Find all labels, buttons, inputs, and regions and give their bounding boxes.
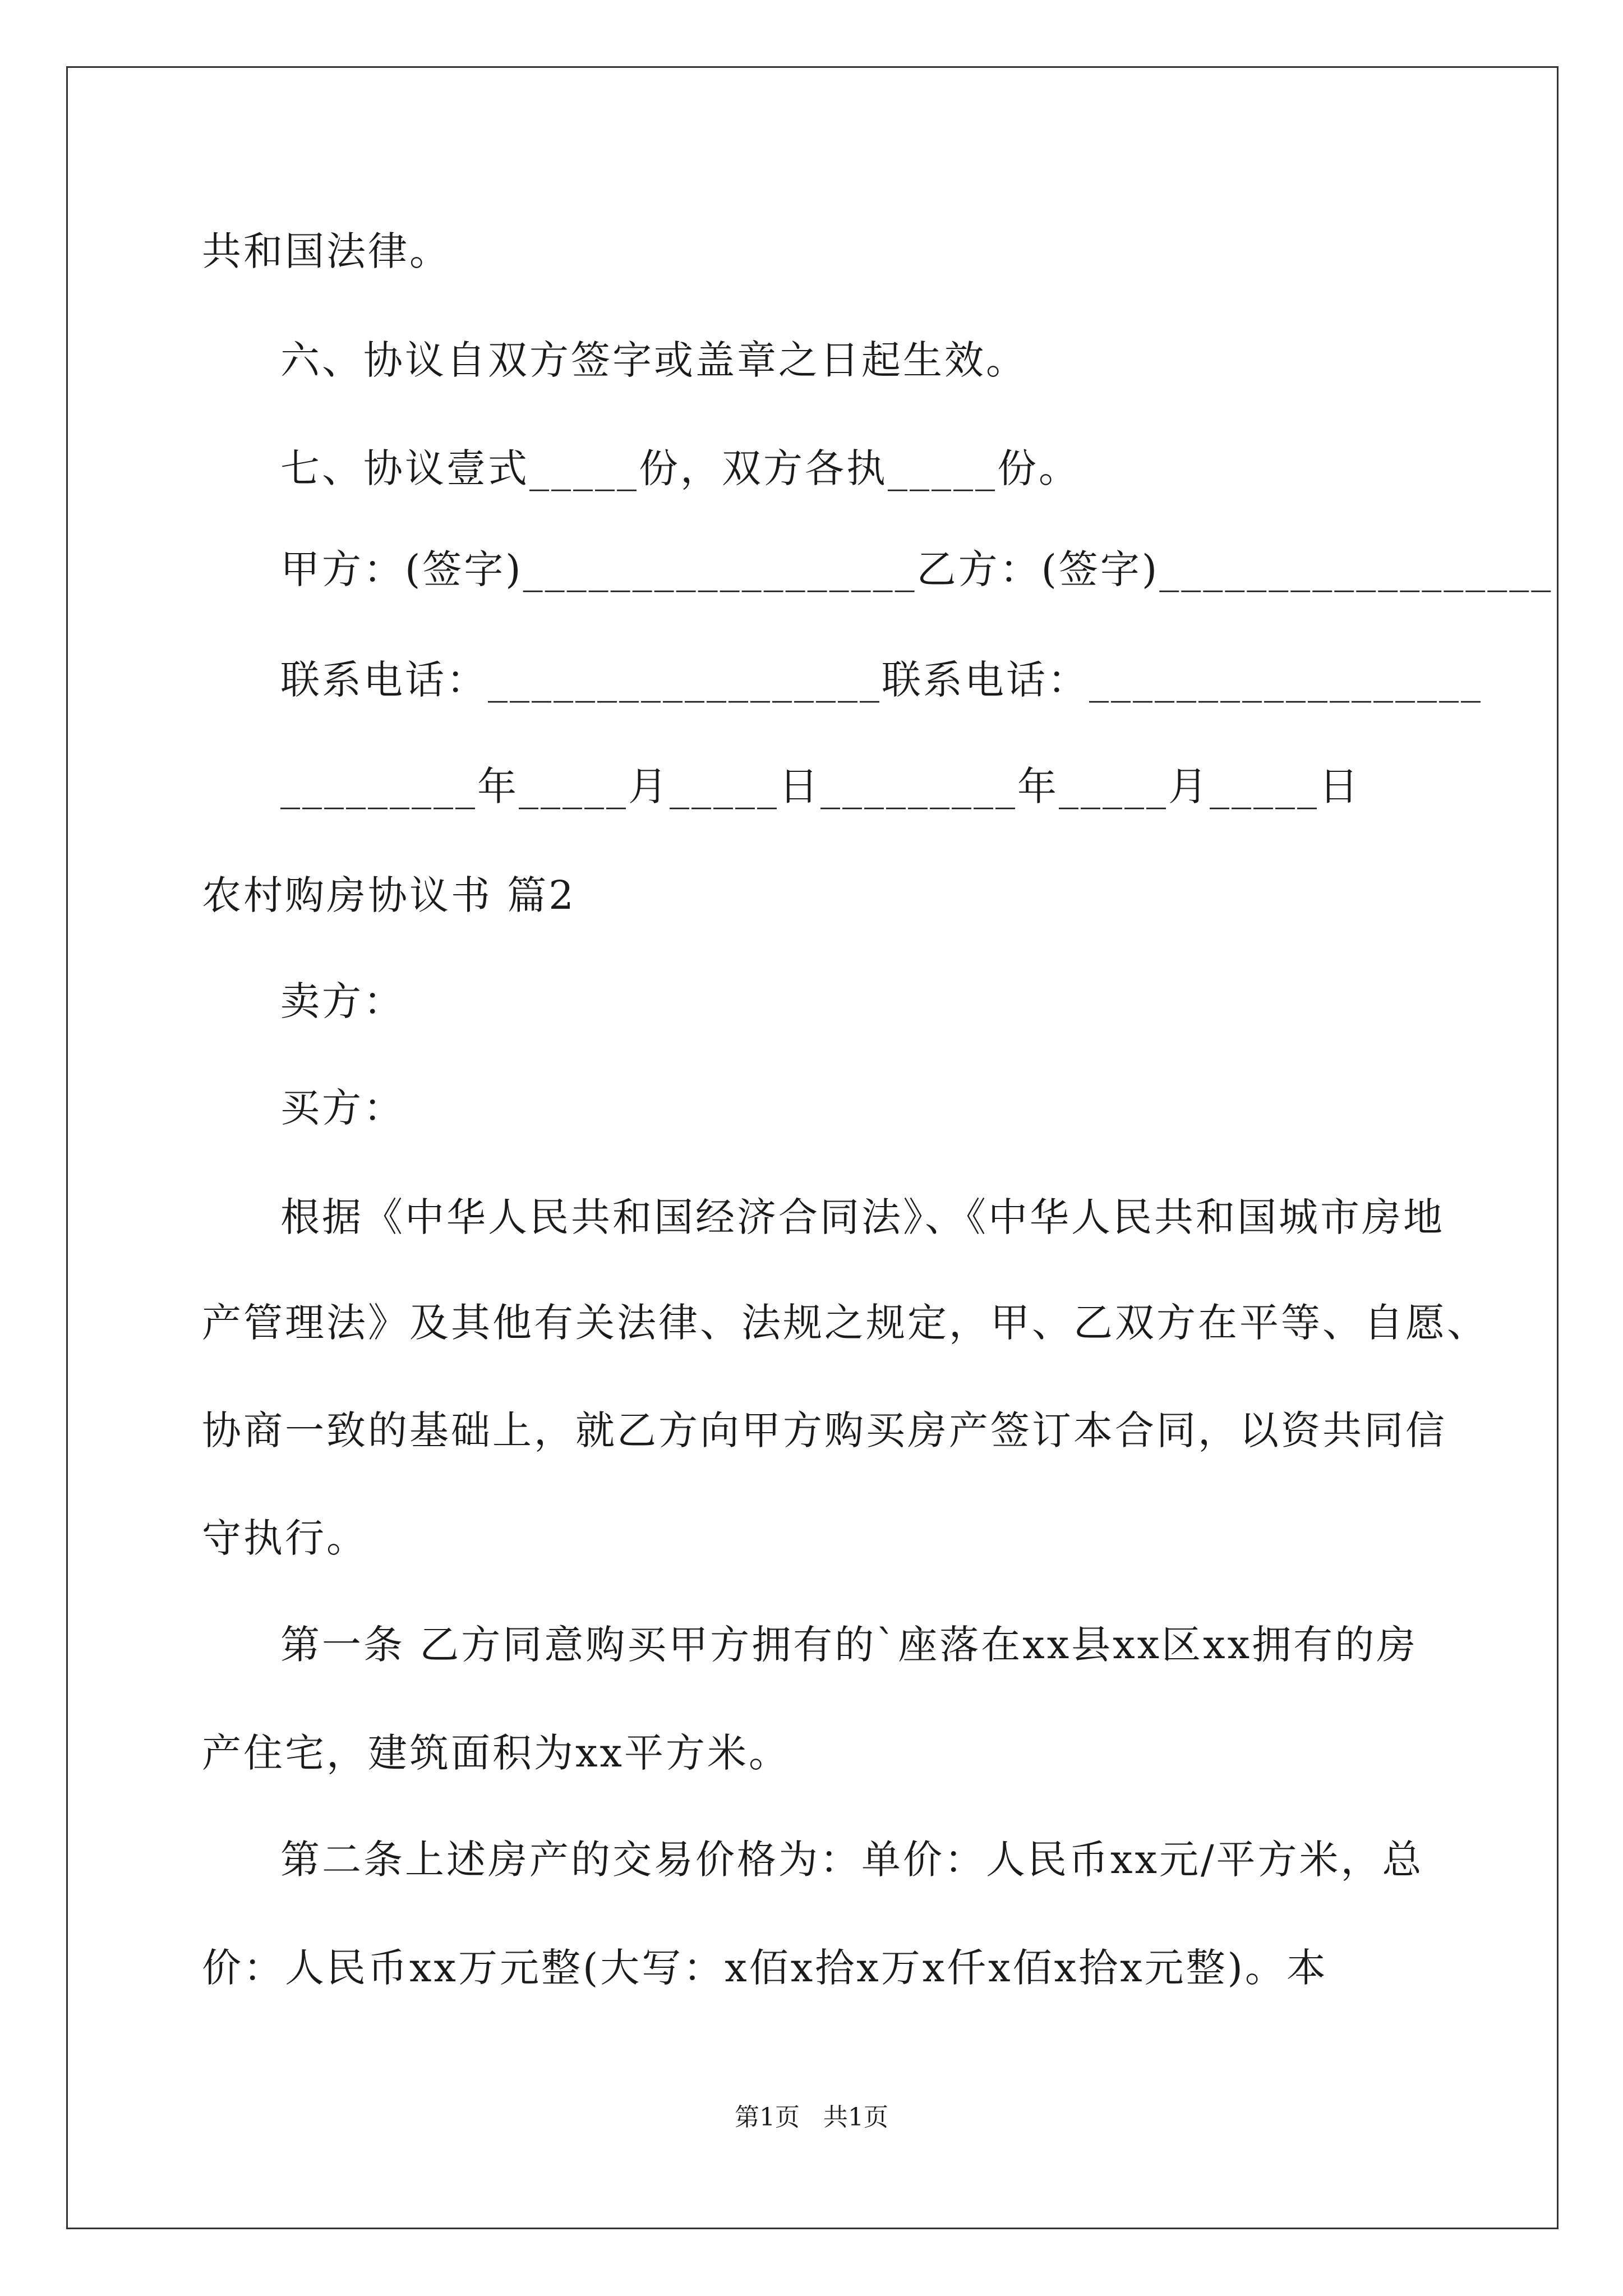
date-line: _________年_____月_____日_________年_____月_____日	[280, 763, 1361, 809]
article-line: 产住宅，建筑面积为xx平方米。	[202, 1730, 790, 1776]
paragraph-line: 协商一致的基础上，就乙方向甲方购买房产签订本合同，以资共同信	[202, 1407, 1447, 1453]
paragraph-line: 根据《中华人民共和国经济合同法》、《中华人民共和国城市房地	[280, 1194, 1445, 1240]
page-number: 第1页 共1页	[735, 2103, 888, 2132]
article-line: 第二条上述房产的交易价格为：单价：人民币xx元/平方米，总	[280, 1837, 1424, 1883]
text-line: 共和国法律。	[202, 228, 451, 274]
article-line: 价：人民币xx万元整(大写：x佰x拾x万x仟x佰x拾x元整)。本	[202, 1945, 1328, 1991]
text-line: 六、协议自双方签字或盖章之日起生效。	[280, 337, 1027, 383]
paragraph-line: 守执行。	[202, 1515, 368, 1561]
phone-line: 联系电话：__________________联系电话：__________________	[280, 657, 1483, 703]
seller-label: 卖方：	[280, 978, 405, 1024]
paragraph-line: 产管理法》及其他有关法律、法规之规定，甲、乙双方在平等、自愿、	[202, 1300, 1488, 1346]
page-border	[66, 66, 1559, 2229]
article-line: 第一条 乙方同意购买甲方拥有的`座落在xx县xx区xx拥有的房	[280, 1622, 1418, 1668]
buyer-label: 买方：	[280, 1085, 405, 1131]
section-heading: 农村购房协议书 篇2	[202, 872, 576, 918]
text-line: 七、协议壹式_____份，双方各执_____份。	[280, 445, 1080, 491]
signature-line: 甲方：(签字)__________________乙方：(签字)__________________	[280, 546, 1553, 592]
